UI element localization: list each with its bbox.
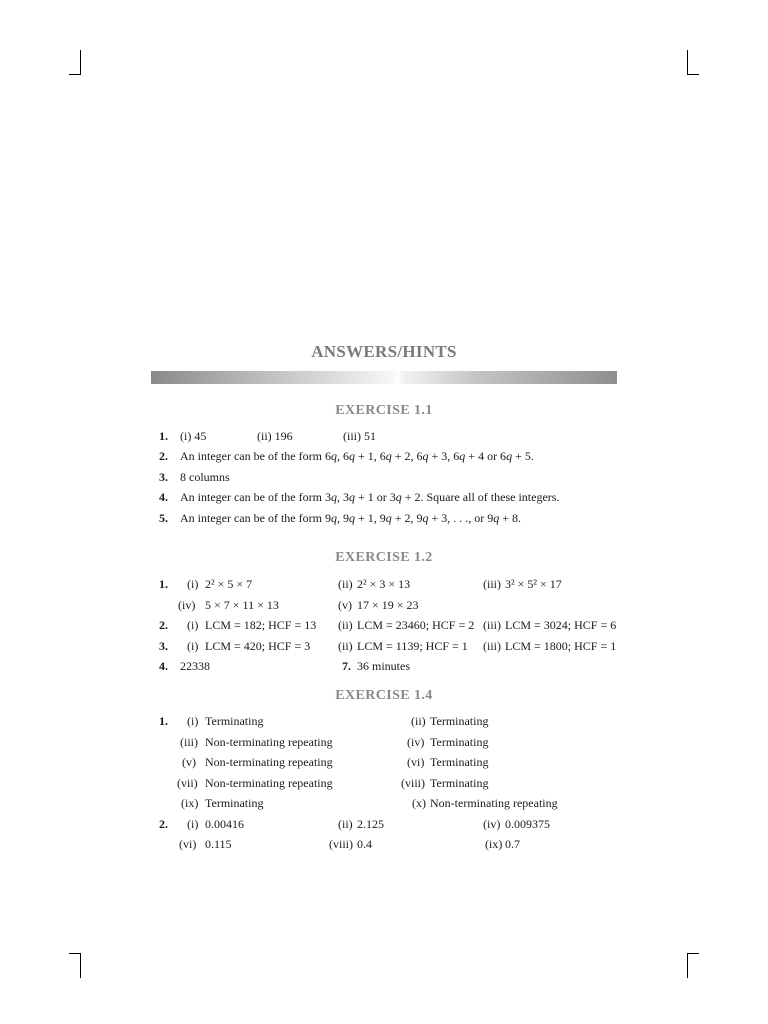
exercise-1-4-heading: EXERCISE 1.4 [335,688,433,703]
part-value: Non-terminating repeating [205,776,333,790]
part-value: 17 × 19 × 23 [357,598,419,612]
crop-mark-bottom-right-vertical [687,953,688,978]
exercise-1-2-heading: EXERCISE 1.2 [335,550,433,565]
crop-mark-bottom-right-horizontal [687,953,699,954]
answer-part: (iii) 51 [343,429,376,443]
part-label: (i) [187,817,199,831]
part-value: Non-terminating repeating [205,755,333,769]
part-label: (iv) [178,598,196,612]
title-rule-bar [151,371,617,384]
part-value: Non-terminating repeating [205,735,333,749]
part-value: 2.125 [357,817,384,831]
question-number: 4. [159,490,168,504]
part-value: 0.009375 [505,817,550,831]
part-value: 5 × 7 × 11 × 13 [205,598,279,612]
part-value: 0.7 [505,837,520,851]
question-number: 2. [159,817,168,831]
crop-mark-top-right-vertical [687,50,688,75]
part-label: (i) [187,577,199,591]
part-value: 0.4 [357,837,372,851]
part-label: (iii) [483,577,501,591]
part-label: (v) [338,598,352,612]
part-value: Terminating [430,735,489,749]
part-value: LCM = 1139; HCF = 1 [357,639,468,653]
part-label: (ix) [485,837,503,851]
part-value: LCM = 1800; HCF = 1 [505,639,617,653]
answer-part: (ii) 196 [257,429,293,443]
crop-mark-bottom-left-vertical [80,953,81,978]
answer-text: 22338 [180,659,210,673]
answer-text: 8 columns [180,470,230,484]
part-label: (iii) [483,639,501,653]
part-label: (iii) [483,618,501,632]
part-label: (x) [412,796,426,810]
question-number: 4. [159,659,168,673]
answer-part: (i) 45 [180,429,207,443]
part-label: (vi) [407,755,425,769]
part-value: Terminating [430,755,489,769]
part-label: (v) [182,755,196,769]
part-value: LCM = 182; HCF = 13 [205,618,317,632]
part-label: (ii) [411,714,426,728]
part-label: (viii) [401,776,425,790]
part-label: (iv) [407,735,425,749]
question-number: 2. [159,618,168,632]
answer-text: An integer can be of the form 9q, 9q + 1, 9q + 2, 9q + 3, . . ., or 9q + 8. [180,511,522,525]
question-number: 7. [342,659,351,673]
part-value: 0.115 [205,837,232,851]
crop-mark-top-left-vertical [80,50,81,75]
part-value: LCM = 23460; HCF = 2 [357,618,475,632]
part-label: (i) [187,714,199,728]
part-label: (viii) [329,837,353,851]
answer-text: 36 minutes [357,659,410,673]
crop-mark-bottom-left-horizontal [69,953,81,954]
part-value: Terminating [430,714,489,728]
part-label: (ix) [181,796,199,810]
part-label: (iii) [180,735,198,749]
answer-text: An integer can be of the form 3q, 3q + 1 or 3q + 2. Square all of these integers. [180,490,560,504]
part-value: 3² × 5² × 17 [505,577,562,591]
part-value: 2² × 5 × 7 [205,577,253,591]
part-value: LCM = 420; HCF = 3 [205,639,311,653]
exercise-1-1-heading: EXERCISE 1.1 [335,403,433,418]
page-title: ANSWERS/HINTS [311,342,457,361]
part-label: (vi) [179,837,197,851]
question-number: 1. [159,577,168,591]
question-number: 1. [159,714,168,728]
part-label: (ii) [338,618,353,632]
question-number: 3. [159,639,168,653]
part-label: (i) [187,639,199,653]
part-value: Terminating [205,714,264,728]
part-label: (i) [187,618,199,632]
part-value: Terminating [430,776,489,790]
question-number: 5. [159,511,168,525]
crop-mark-top-left-horizontal [69,74,81,75]
question-number: 2. [159,449,168,463]
question-number: 3. [159,470,168,484]
part-label: (ii) [338,817,353,831]
part-value: 0.00416 [205,817,244,831]
part-label: (iv) [483,817,501,831]
part-label: (ii) [338,639,353,653]
part-value: Non-terminating repeating [430,796,558,810]
crop-mark-top-right-horizontal [687,74,699,75]
part-label: (vii) [177,776,198,790]
part-value: LCM = 3024; HCF = 6 [505,618,617,632]
answer-text: An integer can be of the form 6q, 6q + 1, 6q + 2, 6q + 3, 6q + 4 or 6q + 5. [180,449,534,463]
question-number: 1. [159,429,168,443]
part-value: Terminating [205,796,264,810]
part-value: 2² × 3 × 13 [357,577,411,591]
part-label: (ii) [338,577,353,591]
